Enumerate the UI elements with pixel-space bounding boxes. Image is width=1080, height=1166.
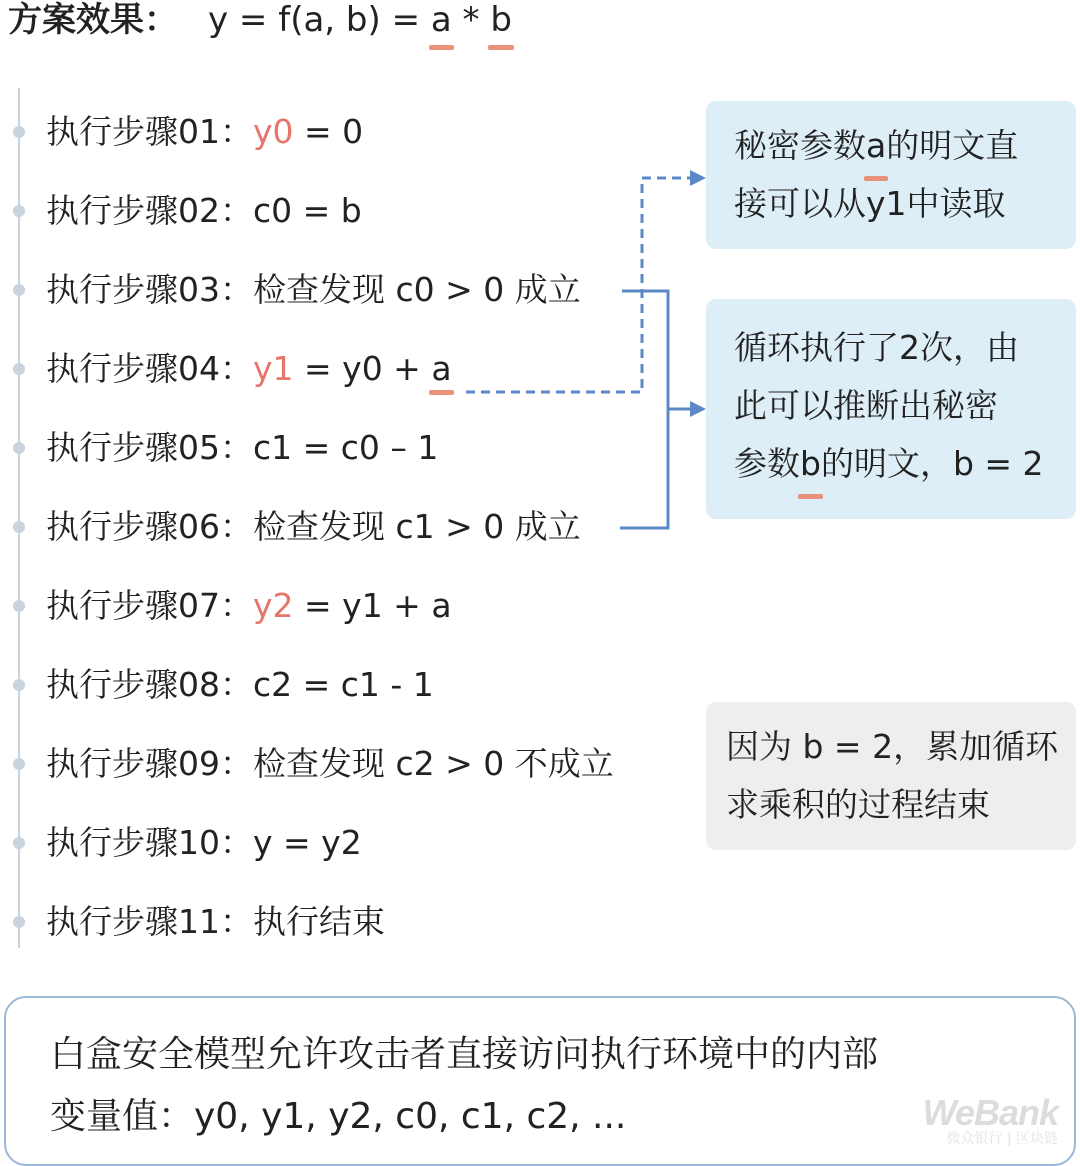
title-eq-mid: * — [451, 0, 491, 40]
step-expression: = 0 — [293, 112, 364, 151]
whitebox-note — [4, 996, 1076, 1166]
callout-var-b: b — [800, 435, 821, 493]
step-variable: y0 — [253, 112, 294, 151]
note-line: 变量值：y0, y1, y2, c0, c1, c2, ... — [50, 1096, 627, 1137]
step-expression: c1 = c0 – 1 — [253, 428, 439, 467]
step-label: 执行步骤04： — [46, 349, 253, 388]
step-label: 执行步骤05： — [46, 428, 253, 467]
callout-line: 因为 b = 2，累加循环 — [726, 727, 1059, 766]
callout-line: 求乘积的过程结束 — [726, 785, 990, 824]
callout-infer-b — [706, 299, 1076, 519]
step-label: 执行步骤01： — [46, 112, 253, 151]
callout-text: 的明文直 — [886, 126, 1019, 165]
callout-text: 参数 — [734, 444, 800, 483]
step-label: 执行步骤09： — [46, 744, 253, 783]
callout-line — [734, 435, 1076, 493]
step-variable: y1 — [253, 349, 294, 388]
note-line: 白盒安全模型允许攻击者直接访问执行环境中的内部 — [50, 1034, 879, 1075]
title-label: 方案效果： — [8, 0, 178, 40]
callout-line: 循环执行了2次，由 — [734, 328, 1019, 367]
title-eq-prefix: y = f(a, b) = — [208, 0, 431, 40]
step-expression: c0 = b — [253, 191, 362, 230]
step-expression: c2 = c1 - 1 — [253, 665, 434, 704]
logo-wordmark: WeBank — [922, 1092, 1058, 1133]
step-label: 执行步骤06： — [46, 507, 253, 546]
logo-subtitle: 微众银行 | 区块链 — [946, 1131, 1058, 1147]
title-var-a: a — [430, 0, 452, 40]
callout-line — [734, 175, 1076, 233]
callout-line — [734, 117, 1076, 175]
step-label: 执行步骤07： — [46, 586, 253, 625]
bracket-connector — [620, 291, 706, 528]
step-label: 执行步骤10： — [46, 823, 253, 862]
title-var-b: b — [490, 0, 512, 40]
callout-line: 此可以推断出秘密 — [734, 386, 998, 425]
step-expression: 检查发现 c1 > 0 成立 — [253, 507, 581, 546]
step-expression: = y1 + a — [293, 586, 452, 625]
step-expression: 检查发现 c2 > 0 不成立 — [253, 744, 614, 783]
step-label: 执行步骤08： — [46, 665, 253, 704]
callout-text: 接可以从y1中读取 — [734, 184, 1006, 223]
step-label: 执行步骤03： — [46, 270, 253, 309]
callout-text: 秘密参数 — [734, 126, 866, 165]
step-expression: = y0 + — [293, 349, 432, 388]
step-underlined-var: a — [431, 349, 452, 388]
step-expression: y = y2 — [253, 823, 362, 862]
step-expression: 执行结束 — [253, 902, 385, 941]
step-expression: 检查发现 c0 > 0 成立 — [253, 270, 581, 309]
callout-loop-end — [706, 702, 1076, 850]
dashed-connector — [466, 170, 706, 392]
webank-logo — [922, 1092, 1058, 1147]
callout-plaintext-a — [706, 101, 1076, 249]
step-label: 执行步骤02： — [46, 191, 253, 230]
step-label: 执行步骤11： — [46, 902, 253, 941]
step-variable: y2 — [253, 586, 294, 625]
callout-text: 的明文，b = 2 — [820, 444, 1044, 483]
callout-var-a: a — [866, 117, 886, 175]
